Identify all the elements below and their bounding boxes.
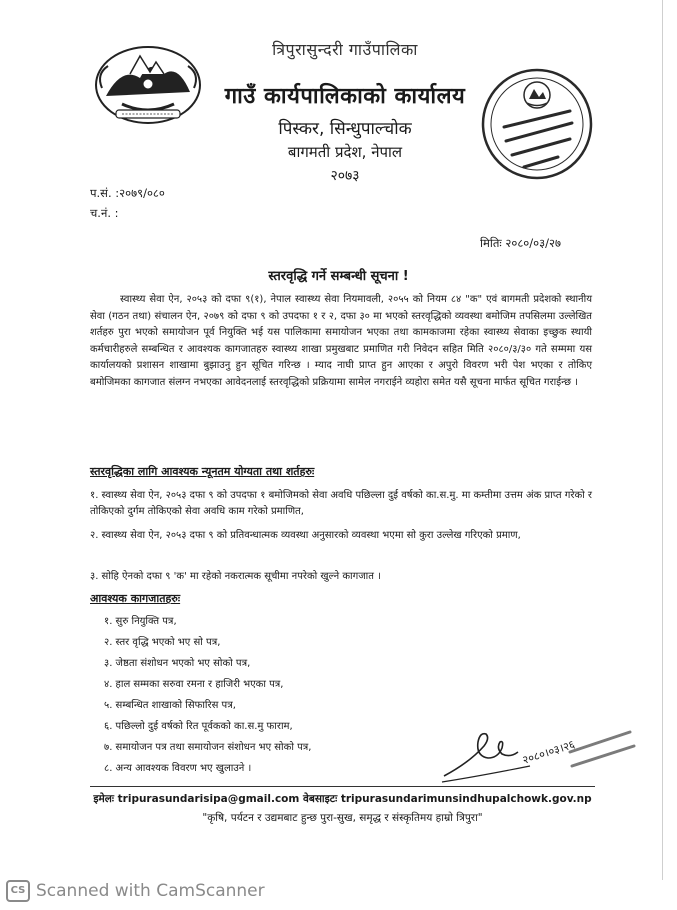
document-item: ६. पछिल्लो दुई वर्षको रित पूर्वकको का.स.मु फाराम, — [104, 721, 293, 732]
letter-date: मितिः २०८०/०३/२७ — [480, 236, 561, 250]
nepal-emblem-icon — [92, 44, 204, 126]
province-line: बागमती प्रदेश, नेपाल — [287, 143, 403, 161]
signature — [440, 712, 640, 792]
requirement-item: १. स्वास्थ्य सेवा ऐन, २०५३ दफा ९ को उपदफा १ बमोजिमको सेवा अवधि पछिल्ला दुई वर्षको का.स.मु. मा कम्तीमा उत्तम अंक प्राप्त गरेको र तोकिएको दुर्गम तोकिएको सेवा अवधि काम गरेको प्रमाणित, — [90, 490, 593, 517]
footer-contact: इमेलः tripurasundarisipa@gmail.com वेबसाइटः tripurasundarimunsindhupalchowk.gov.np — [93, 793, 592, 805]
document-item: १. सुरु नियुक्ति पत्र, — [104, 616, 177, 627]
documents-heading: आवश्यक कागजातहरुः — [90, 592, 181, 605]
office-address: पिस्कर, सिन्धुपाल्चोक — [278, 119, 412, 139]
footer-slogan: "कृषि, पर्यटन र उद्यमबाट हुन्छ पुरा-सुख, समृद्ध र संस्कृतिमय हाम्रो त्रिपुरा" — [202, 812, 483, 824]
established-year: २०७३ — [330, 168, 360, 184]
requirement-item: २. स्वास्थ्य सेवा ऐन, २०५३ दफा ९ को प्रतिवन्धात्मक व्यवस्था अनुसारको व्यवस्था भएमा सो कुरा उल्लेख गरिएको प्रमाण, — [90, 530, 521, 541]
document-item: ३. जेष्ठता संशोधन भएको भए सोको पत्र, — [104, 658, 251, 669]
requirements-heading: स्तरवृद्धिका लागि आवश्यक न्यूनतम योग्यता तथा शर्तहरुः — [90, 465, 315, 478]
documents-list — [104, 611, 311, 779]
page-edge-line — [662, 0, 663, 880]
camscanner-label: Scanned with CamScanner — [36, 881, 265, 901]
footer-divider — [90, 786, 595, 787]
office-seal-stamp — [478, 65, 596, 183]
requirement-item: ३. सोहि ऐनको दफा ९ 'क' मा रहेको नकरात्मक सूचीमा नपरेको खुल्ने कागजात । — [90, 571, 381, 582]
office-title: गाउँ कार्यपालिकाको कार्यालय — [224, 84, 466, 109]
document-item: ४. हाल सम्मका सरुवा रमना र हाजिरी भएका पत्र, — [104, 679, 284, 690]
signature-date: २०८०।०३।२६ — [520, 737, 577, 767]
notice-body: स्वास्थ्य सेवा ऐन, २०५३ को दफा ९(१), नेपाल स्वास्थ्य सेवा नियमावली, २०५५ को नियम ८४ "क" एवं बागमती प्रदेशको स्थानीय सेवा (गठन तथा) संचालन ऐन, २०७९ को दफा ९ को उपदफा १ र २, दफा ३० मा भएको स्तरवृद्धिको व्यवस्था बमोजिम तपसिलमा उल्लेखित शर्तहरु पुरा भएको समायोजन पूर्व नियुक्ति भई यस पालिकामा समायोजन भएका तथा कामकाजमा रहेका स्वास्थ्य सेवाका इच्छुक स्थायी कर्मचारीहरुले सम्बन्धित र आवश्यक कागजातहरु स्वास्थ्य शाखा प्रमुखबाट प्रमाणित गरी निवेदन सहित मिति २०८०/३/३० गते सम्ममा यस कार्यालयको प्रशासन शाखामा बुझाउनु हुन सूचित गरिन्छ । म्याद नाघी प्राप्त हुन आएका र अपुरो विवरण भरी पेश भएका र तोकिए बमोजिमका कागजात संलग्न नभएका आवेदनलाई स्तरवृद्धिको प्रक्रियामा सामेल नगराईने व्यहोरा समेत यसै सूचना मार्फत सूचित गराईन्छ । — [90, 294, 592, 388]
chalani-number: च.नं. : — [90, 206, 119, 220]
document-item: २. स्तर वृद्धि भएको भए सो पत्र, — [104, 637, 221, 648]
camscanner-logo-icon: CS — [6, 880, 30, 902]
patra-sankhya: प.सं. :२०७९/०८० — [90, 186, 165, 200]
municipality-name: त्रिपुरासुन्दरी गाउँपालिका — [272, 40, 418, 59]
document-item: ७. समायोजन पत्र तथा समायोजन संशोधन भए सोको पत्र, — [104, 742, 312, 753]
notice-title: स्तरवृद्धि गर्ने सम्बन्धी सूचना ! — [268, 269, 409, 284]
document-item: ८. अन्य आवश्यक विवरण भए खुलाउने । — [104, 763, 252, 774]
document-item: ५. सम्बन्धित शाखाको सिफारिस पत्र, — [104, 700, 236, 711]
camscanner-watermark — [6, 880, 265, 902]
